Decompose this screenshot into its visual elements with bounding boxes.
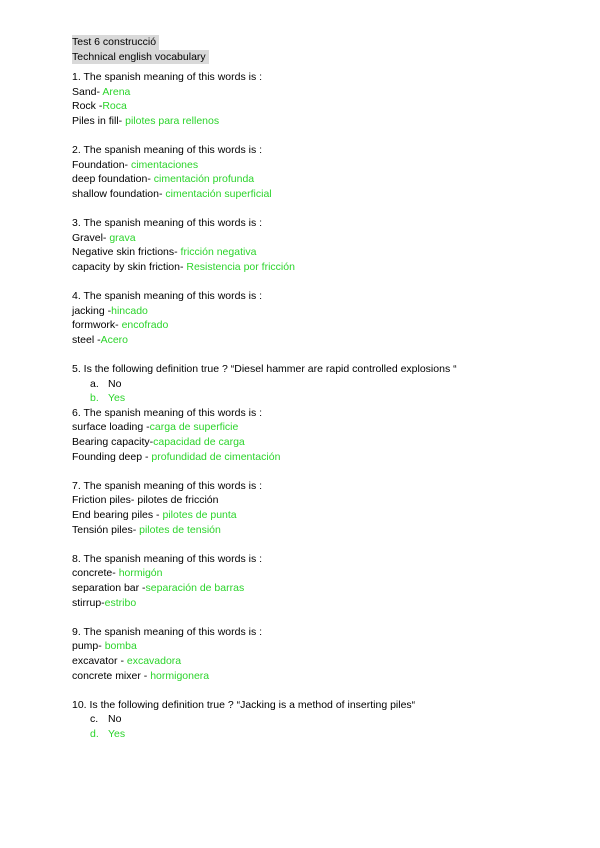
spacer — [72, 202, 552, 217]
vocab-item — [72, 158, 552, 173]
vocab-item — [72, 523, 552, 538]
vocab-answer: hormigonera — [150, 669, 210, 682]
option-text: No — [108, 713, 122, 726]
vocab-answer: hincado — [111, 304, 148, 317]
subtitle-line — [72, 50, 552, 65]
vocab-term: Foundation- — [72, 158, 131, 171]
vocab-term: concrete mixer - — [72, 669, 151, 682]
vocab-answer: bomba — [104, 640, 137, 653]
vocab-term: shallow foundation- — [72, 187, 166, 200]
question-prompt: 10. Is the following definition true ? “Jacking is a method of inserting piles“ — [72, 698, 416, 711]
vocab-item — [72, 493, 552, 508]
vocab-term: Rock - — [72, 100, 103, 113]
question-prompt: 9. The spanish meaning of this words is : — [72, 625, 263, 638]
vocab-term: jacking - — [72, 304, 112, 317]
vocab-answer: pilotes para rellenos — [125, 114, 220, 127]
vocab-answer: separación de barras — [145, 581, 245, 594]
vocab-item — [72, 318, 552, 333]
vocab-answer: excavadora — [126, 654, 182, 667]
spacer — [72, 129, 552, 144]
vocab-term: concrete- — [72, 567, 119, 580]
vocab-item — [72, 639, 552, 654]
vocab-term: excavator - — [72, 654, 127, 667]
vocab-term: deep foundation- — [72, 173, 154, 186]
vocab-answer: encofrado — [121, 319, 169, 332]
vocab-term: surface loading - — [72, 421, 150, 434]
question-prompt: 1. The spanish meaning of this words is : — [72, 71, 263, 84]
vocab-answer: pilotes de tensión — [139, 523, 221, 536]
vocab-answer: Arena — [102, 85, 131, 98]
vocab-item — [72, 114, 552, 129]
vocab-term: Bearing capacity- — [72, 436, 154, 449]
vocab-item — [72, 581, 552, 596]
vocab-term: Sand- — [72, 85, 103, 98]
vocab-term: formwork- — [72, 319, 122, 332]
question-prompt: 5. Is the following definition true ? “Diesel hammer are rapid controlled explosions “ — [72, 363, 457, 376]
vocab-term: steel - — [72, 333, 101, 346]
option-marker: c. — [90, 713, 99, 726]
option-marker: a. — [90, 377, 99, 390]
question-prompt: 8. The spanish meaning of this words is : — [72, 552, 263, 565]
document-subtitle: Technical english vocabulary — [72, 50, 209, 65]
vocab-item — [72, 435, 552, 450]
option-marker: b. — [90, 392, 99, 405]
option-text: No — [108, 377, 122, 390]
vocab-term: Negative skin frictions- — [72, 246, 181, 259]
vocab-term: stirrup- — [72, 596, 105, 609]
vocab-answer: Acero — [100, 333, 129, 346]
spacer — [72, 683, 552, 698]
vocab-answer: profundidad de cimentación — [151, 450, 281, 463]
option-text: Yes — [108, 727, 126, 740]
spacer — [72, 537, 552, 552]
option-marker: d. — [90, 727, 99, 740]
vocab-term: End bearing piles - — [72, 509, 163, 521]
vocab-term: Founding deep - — [72, 450, 152, 463]
vocab-term: Gravel- — [72, 231, 110, 244]
vocab-item — [72, 450, 552, 465]
vocab-answer: fricción negativa — [180, 246, 257, 259]
vocab-item — [72, 245, 552, 260]
document-content — [72, 35, 552, 742]
answer-option-correct — [72, 727, 552, 742]
vocab-item — [72, 260, 552, 275]
vocab-term: pump- — [72, 640, 105, 653]
spacer — [72, 610, 552, 625]
vocab-answer: grava — [109, 231, 136, 244]
vocab-answer: cimentación superficial — [165, 187, 272, 200]
question-prompt: 2. The spanish meaning of this words is : — [72, 144, 263, 157]
vocab-item — [72, 85, 552, 100]
vocab-item — [72, 187, 552, 202]
vocab-item — [72, 566, 552, 581]
vocab-item — [72, 669, 552, 684]
vocab-answer: capacidad de carga — [153, 436, 245, 449]
option-text: Yes — [108, 392, 126, 405]
spacer — [72, 347, 552, 362]
vocab-term: Tensión piles- — [72, 523, 140, 536]
vocab-term: capacity by skin friction- — [72, 260, 187, 273]
vocab-term: separation bar - — [72, 581, 146, 594]
answer-option-correct — [72, 391, 552, 406]
document-title: Test 6 construcció — [72, 35, 159, 50]
question-prompt: 6. The spanish meaning of this words is : — [72, 406, 263, 419]
vocab-answer: Roca — [102, 100, 127, 113]
vocab-answer: estribo — [104, 596, 137, 609]
question-prompt: 3. The spanish meaning of this words is : — [72, 217, 263, 230]
question-prompt: 7. The spanish meaning of this words is : — [72, 479, 263, 492]
vocab-item — [72, 304, 552, 319]
vocab-item — [72, 333, 552, 348]
answer-option — [72, 712, 552, 727]
title-line — [72, 35, 552, 50]
vocab-answer: cimentaciones — [130, 158, 199, 171]
answer-option — [72, 377, 552, 392]
vocab-item — [72, 172, 552, 187]
question-prompt: 4. The spanish meaning of this words is : — [72, 290, 263, 303]
vocab-item — [72, 654, 552, 669]
vocab-term: Friction piles- pilotes de fricción — [72, 494, 219, 507]
vocab-answer: cimentación profunda — [153, 173, 255, 186]
vocab-item — [72, 99, 552, 114]
vocab-answer: hormigón — [118, 567, 163, 580]
vocab-answer: Resistencia por fricción — [186, 260, 295, 273]
vocab-term: Piles in fill- — [72, 114, 126, 127]
vocab-item — [72, 596, 552, 611]
spacer — [72, 275, 552, 290]
vocab-answer: carga de superficie — [149, 421, 239, 434]
vocab-answer: pilotes de punta — [162, 509, 237, 521]
vocab-item — [72, 231, 552, 246]
vocab-item — [72, 420, 552, 435]
vocab-item — [72, 508, 552, 523]
spacer — [72, 464, 552, 479]
